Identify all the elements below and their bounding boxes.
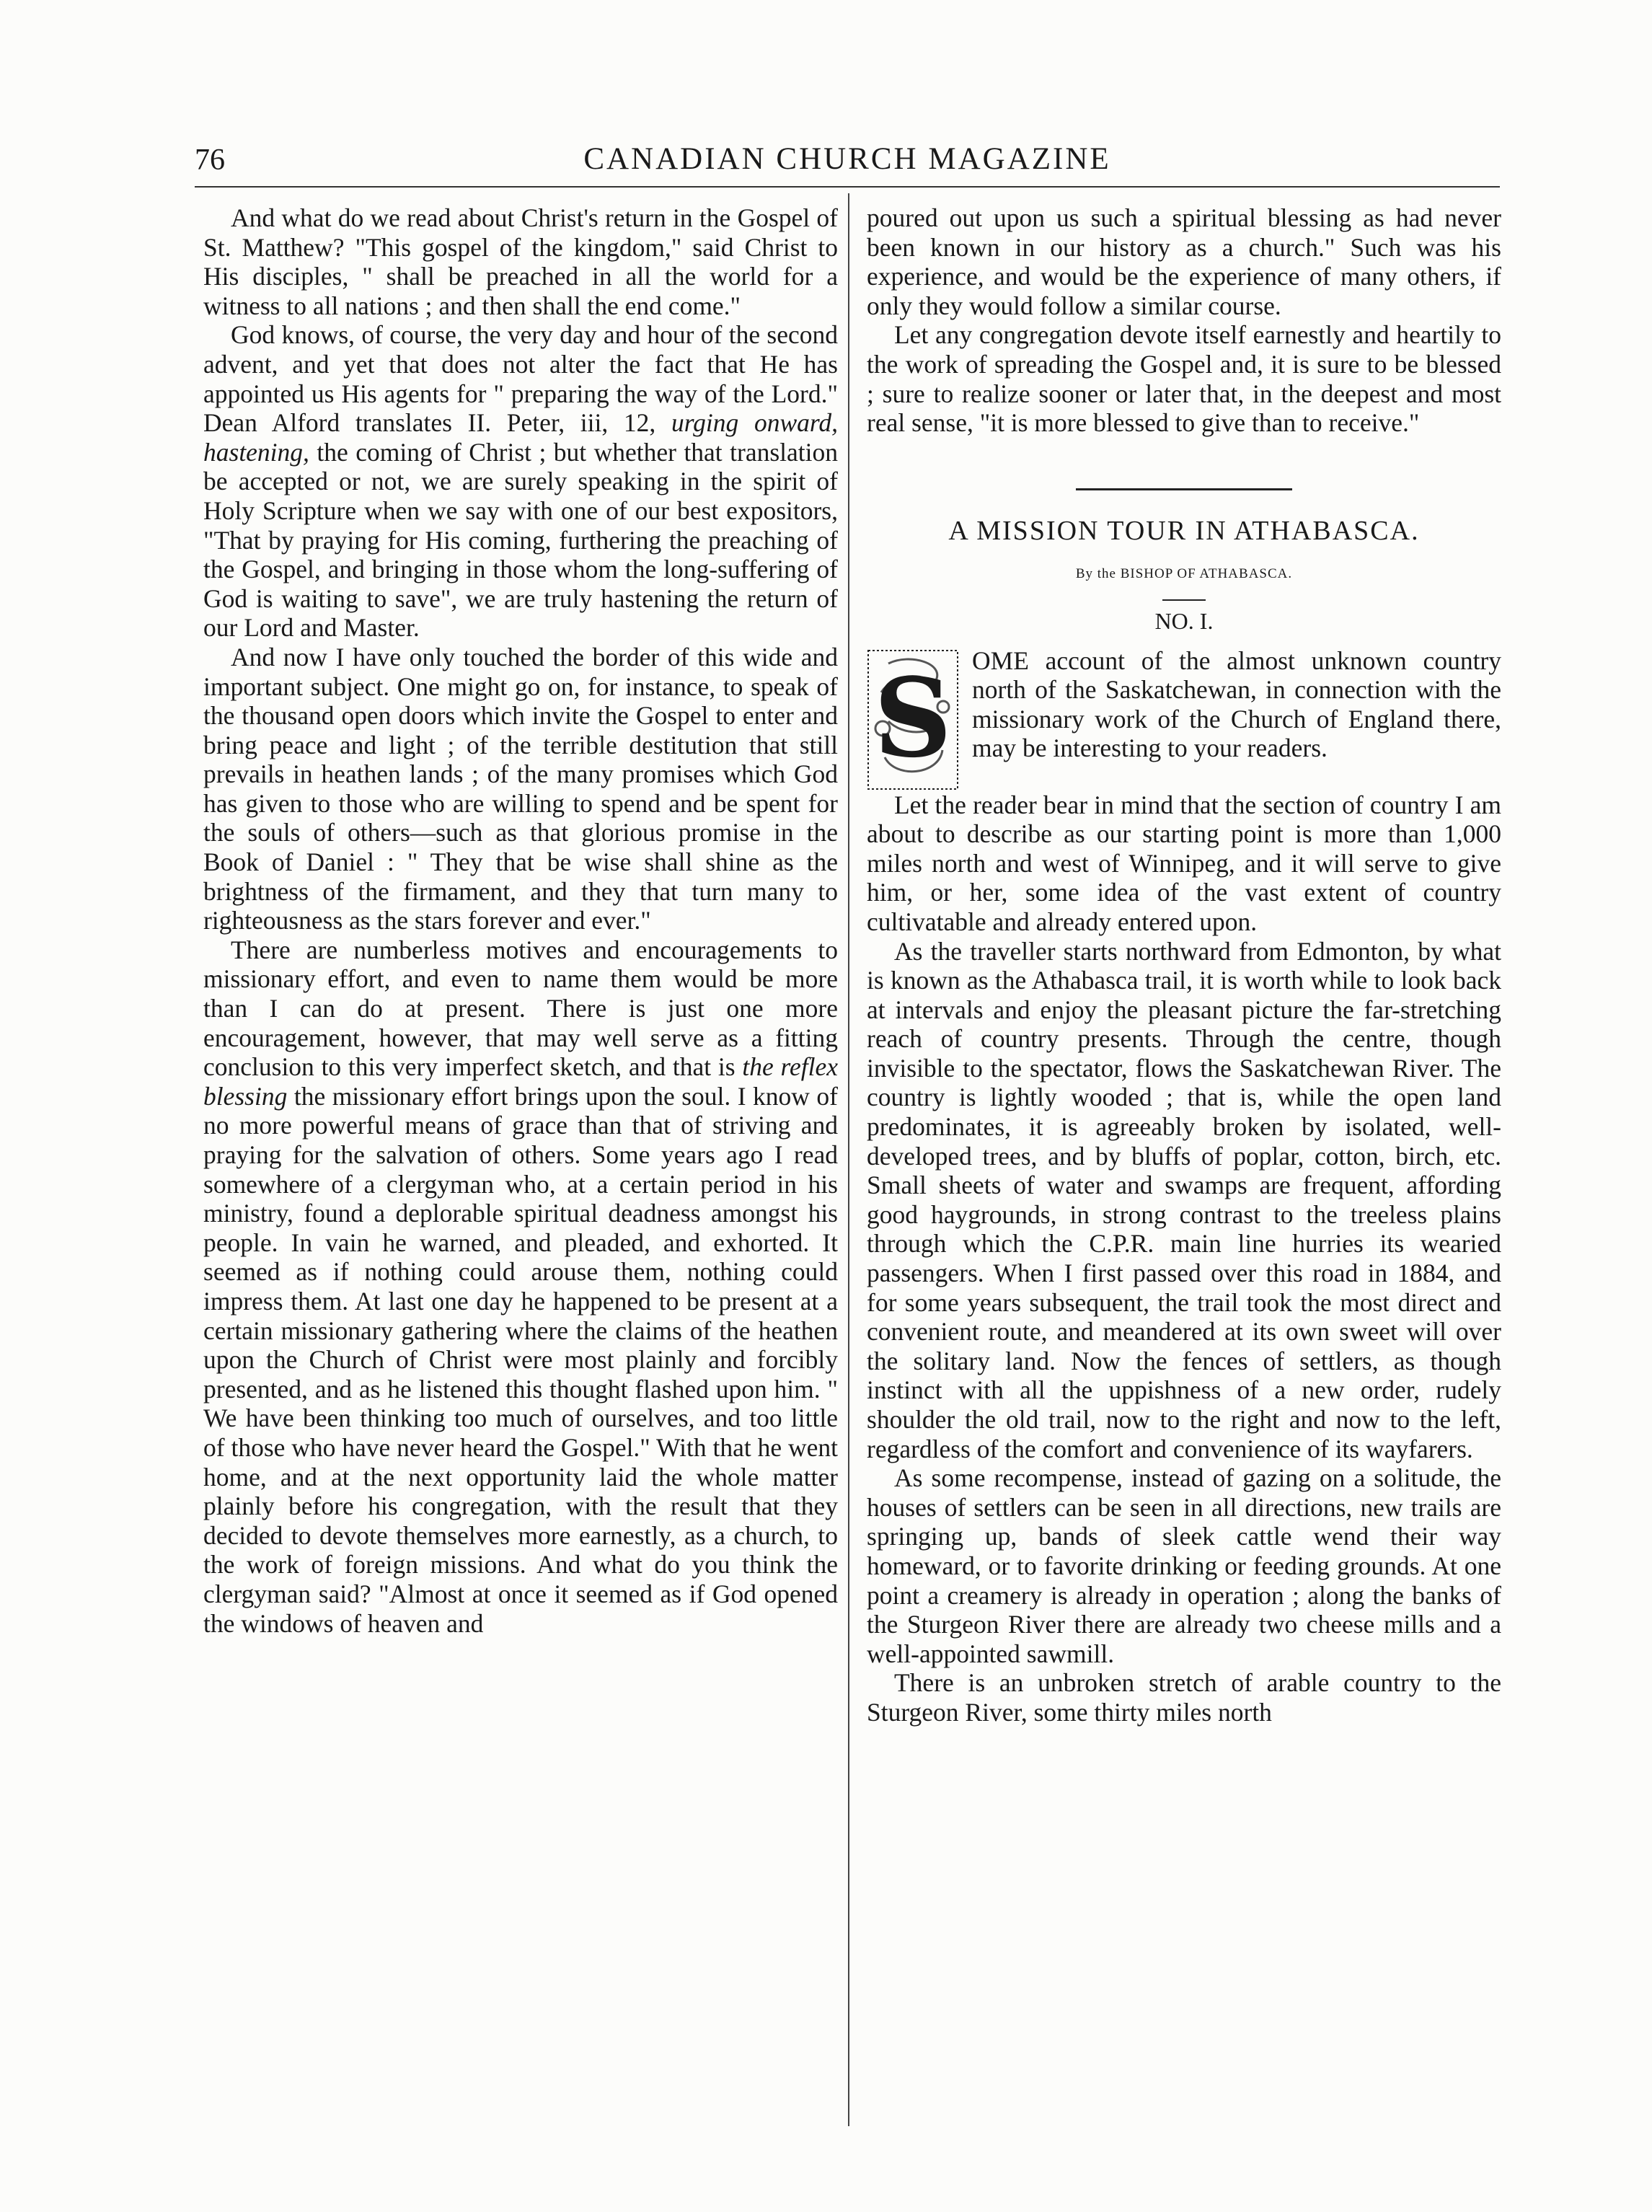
paragraph-second-advent-text: God knows, of course, the very day and hour of the second advent, and yet that does not alter the fact that He has appointed us His agents for " preparing the way of the Lord." Dean Alford translates II. Peter, iii, 12,	[203, 320, 838, 438]
paragraph-motives-cont: the missionary effort brings upon the soul. I know of no more powerful means of grace than that of striving and praying for the salvation of others. Some years ago I read somewhere of a clergyman who, at a certain period in his ministry, found a deplorable spiritual deadness amongst his people. In vain he warned, and pleaded, and exhorted. It seemed as if nothing could arouse them, nothing could impress them. At last one day he happened to be present at a certain missionary gathering where the claims of the heathen upon the Church of Christ were most plainly and forcibly presented, and as he listened this thought flashed upon him. " We have been thinking too much of ourselves, and too little of those who have never heard the Gospel." With that he went home, and at the next opportunity laid the whole matter plainly before his congregation, with the result that they decided to devote themselves more earnestly, as a church, to the work of foreign missions. And what do you think the clergyman said? "Almost at once it seemed as if God opened the windows of heaven and	[203, 1081, 838, 1638]
paragraph-reader-bear: Let the reader bear in mind that the section of country I am about to describe as our starting point is more than 1,000 miles north and west of Winnipeg, and it will serve to give him, or her, some idea of the vast extent of country cultivatable and already entered upon.	[867, 790, 1501, 936]
paragraph-continuation: poured out upon us such a spiritual blessing as had never been known in our history as a church." Such was his experience, and would be the experience of many others, if only they would follow a similar course.	[867, 203, 1501, 320]
paragraph-motives	[203, 935, 838, 1638]
paragraph-border-subject: And now I have only touched the border of this wide and important subject. One might go on, for instance, to speak of the thousand open doors which invite the Gospel to enter and bring peace and light ; of the terrible destitution that still prevails in heathen lands ; of the many promises which God has given to those who are willing to spend and be spent for the souls of others—such as that glorious promise in the Book of Daniel : " They that be wise shall shine as the brightness of the firmament, and they that turn many to righteousness as the stars forever and ever."	[203, 642, 838, 935]
article-title: A MISSION TOUR IN ATHABASCA.	[948, 515, 1420, 546]
italic-phrase-urging: urging onward, hastening,	[203, 408, 838, 467]
drop-cap-ornament	[867, 649, 959, 790]
right-column	[867, 203, 1501, 1727]
article-opening	[867, 646, 1501, 790]
running-title: CANADIAN CHURCH MAGAZINE	[583, 142, 1111, 176]
column-divider	[848, 193, 849, 2126]
header-rule	[195, 186, 1500, 188]
opening-text-block	[867, 646, 1501, 763]
paragraph-arable-country: There is an unbroken stretch of arable country to the Sturgeon River, some thirty miles north	[867, 1668, 1501, 1727]
left-column	[203, 203, 838, 1638]
article-byline: By the BISHOP OF ATHABASCA.	[1075, 566, 1293, 582]
opening-paragraph: OME account of the almost unknown country north of the Saskatchewan, in connection with the missionary work of the Church of England there, may be interesting to your readers.	[972, 645, 1501, 763]
paragraph-second-advent	[203, 320, 838, 643]
drop-cap-letter: S	[873, 654, 953, 782]
paragraph-closing: Let any congregation devote itself earnestly and heartily to the work of spreading the Gospel and, it is sure to be blessed ; sure to realize sooner or later that, in the deepest and most real sense, "it is more blessed to give than to receive."	[867, 320, 1501, 438]
section-divider-rule	[1076, 488, 1292, 490]
italic-phrase-reflex: the reflex blessing	[203, 1052, 838, 1111]
paragraph-christ-return: And what do we read about Christ's return in the Gospel of St. Matthew? "This gospel of the kingdom," said Christ to His disciples, " shall be preached in all the world for a witness to all nations ; and then shall the end come."	[203, 203, 838, 320]
page-header	[195, 137, 1500, 188]
paragraph-motives-text: There are numberless motives and encouragements to missionary effort, and even to name them would be more than I can do at present. There is just one more encouragement, however, that may well serve as a fitting conclusion to this very imperfect sketch, and that is	[203, 935, 838, 1082]
page-number: 76	[195, 144, 225, 177]
paragraph-traveller: As the traveller starts northward from Edmonton, by what is known as the Athabasca trail, it is worth while to look back at intervals and enjoy the pleasant picture the far-stretching reach of country presents. Through the centre, though invisible to the spectator, flows the Saskatchewan River. The country is lightly wooded ; that is, while the open land predominates, it is agreeably broken by isolated, well-developed trees, and by bluffs of poplar, cotton, birch, etc. Small sheets of water and swamps are frequent, affording good haygrounds, in strong contrast to the treeless plains through which the C.P.R. main line hurries its wearied passengers. When I first passed over this road in 1884, and for some years subsequent, the trail took the most direct and convenient route, and meandered at its own sweet will over the solitary land. Now the fences of settlers, as though instinct with all the uppishness of a new order, rudely shoulder the old trail, now to the right and now to the left, regardless of the comfort and convenience of its wayfarers.	[867, 936, 1501, 1463]
paragraph-recompense: As some recompense, instead of gazing on a solitude, the houses of settlers can be seen in all directions, new trails are springing up, bands of sleek cattle wend their way homeward, or to favorite drinking or feeding grounds. At one point a creamery is already in operation ; along the banks of the Sturgeon River there are already two cheese mills and a well-appointed sawmill.	[867, 1463, 1501, 1668]
article-part-number: NO. I.	[1154, 607, 1214, 634]
paragraph-second-advent-cont: the coming of Christ ; but whether that translation be accepted or not, we are surely speaking in the spirit of Holy Scripture when we say with one of our best expositors, "That by praying for His coming, furthering the preaching of the Gospel, and bringing in those whom the long-suffering of God is waiting to save", we are truly hastening the return of our Lord and Master.	[203, 437, 838, 643]
byline-rule	[1162, 599, 1206, 601]
